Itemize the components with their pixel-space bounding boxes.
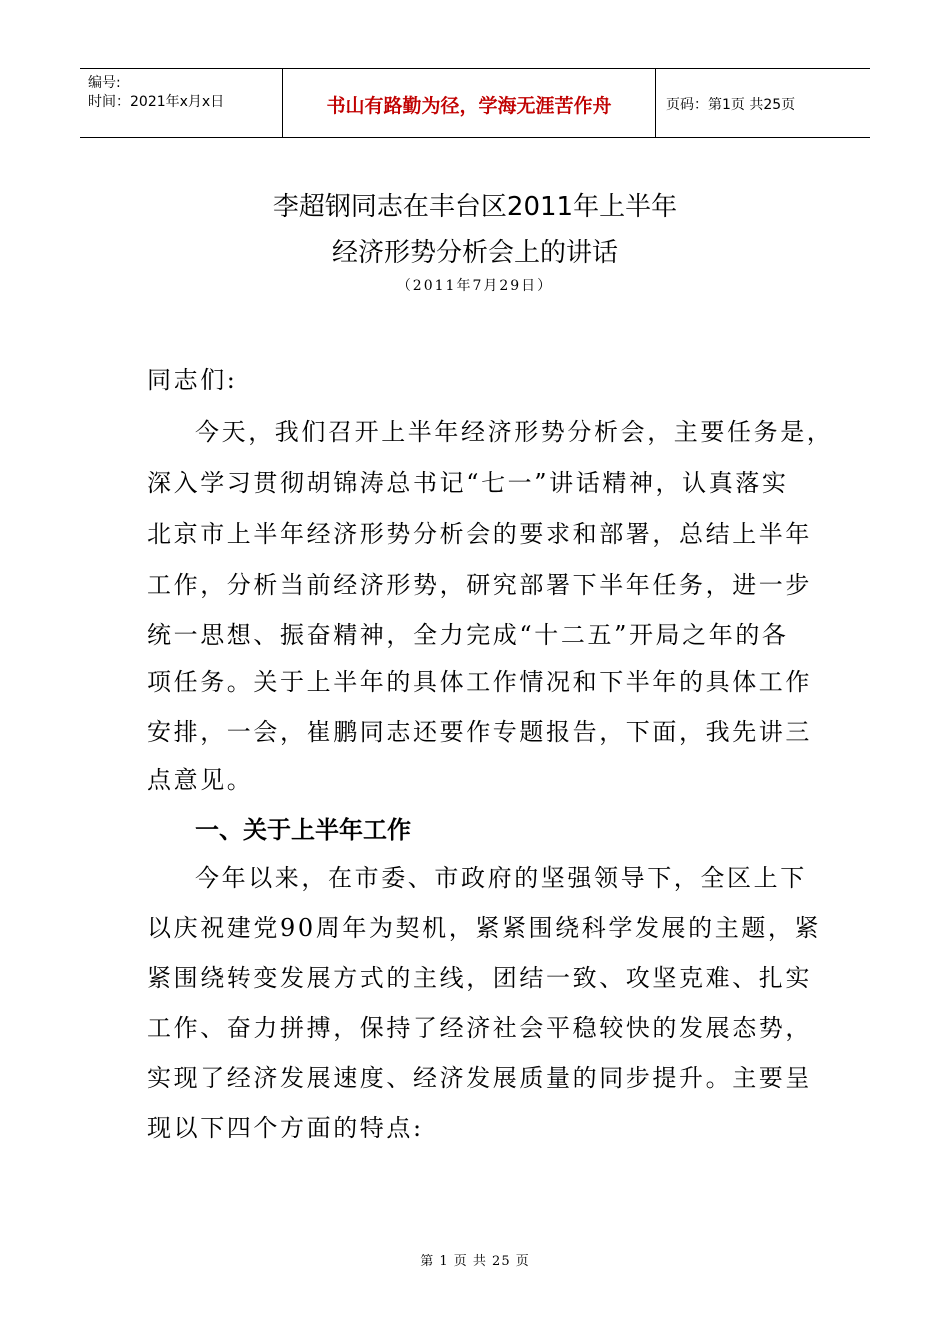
paragraph-1-line: 今天，我们召开上半年经济形势分析会，主要任务是， — [195, 418, 834, 446]
title-line-1: 李超钢同志在丰台区2011年上半年 — [272, 192, 678, 222]
speech-date: （2011年7月29日） — [396, 278, 554, 294]
paragraph-1-line: 点意见。 — [147, 766, 254, 794]
header-middle-cell — [282, 69, 656, 137]
paragraph-2-line: 今年以来，在市委、市政府的坚强领导下，全区上下 — [195, 864, 807, 892]
paragraph-2-line: 以庆祝建党90周年为契机，紧紧围绕科学发展的主题，紧 — [147, 914, 822, 942]
paragraph-2-line: 紧围绕转变发展方式的主线，团结一致、攻坚克难、扎实 — [147, 964, 812, 992]
section-heading: 一、关于上半年工作 — [195, 816, 411, 844]
paragraph-1-line: 安排，一会，崔鹏同志还要作专题报告，下面，我先讲三 — [147, 718, 812, 746]
paragraph-2-line: 工作、奋力拼搏，保持了经济社会平稳较快的发展态势， — [147, 1014, 812, 1042]
document-header — [80, 68, 870, 138]
paragraph-1-line: 工作，分析当前经济形势，研究部署下半年任务，进一步 — [147, 571, 812, 599]
paragraph-2-line: 现以下四个方面的特点: — [147, 1114, 424, 1142]
header-right-cell — [656, 69, 870, 137]
page-footer: 第 1 页 共 25 页 — [420, 1254, 530, 1269]
page-info: 页码：第1页 共25页 — [666, 97, 796, 113]
header-left-cell — [80, 69, 282, 137]
greeting: 同志们: — [147, 366, 238, 394]
header-motto: 书山有路勤为径，学海无涯苦作舟 — [326, 95, 612, 117]
paragraph-1-line: 北京市上半年经济形势分析会的要求和部署，总结上半年 — [147, 520, 812, 548]
number-label: 编号: — [88, 75, 121, 91]
paragraph-2-line: 实现了经济发展速度、经济发展质量的同步提升。主要呈 — [147, 1064, 812, 1092]
time-label: 时间：2021年x月x日 — [88, 94, 225, 110]
title-line-2: 经济形势分析会上的讲话 — [331, 238, 618, 268]
paragraph-1-line: 统一思想、振奋精神，全力完成“十二五”开局之年的各 — [147, 621, 789, 649]
paragraph-1-line: 项任务。关于上半年的具体工作情况和下半年的具体工作 — [147, 668, 812, 696]
paragraph-1-line: 深入学习贯彻胡锦涛总书记“七一”讲话精神，认真落实 — [147, 469, 789, 497]
